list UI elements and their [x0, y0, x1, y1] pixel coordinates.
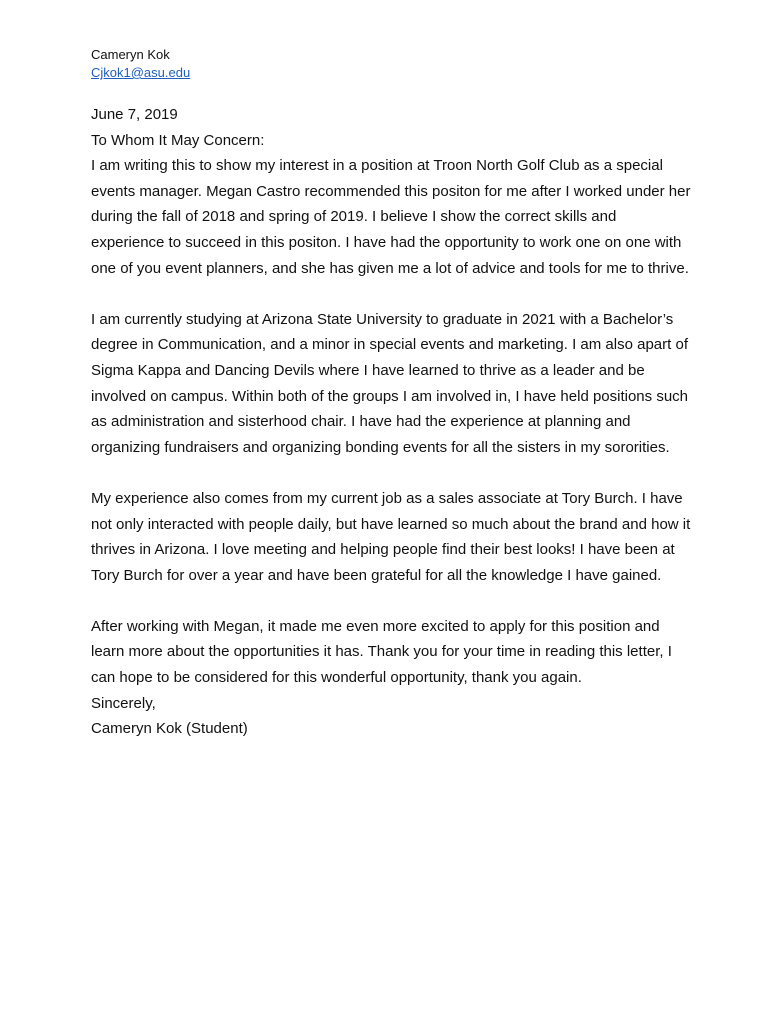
sender-email-link[interactable]: Cjkok1@asu.edu [91, 65, 191, 80]
letter-date: June 7, 2019 [91, 106, 178, 123]
salutation: To Whom It May Concern: [91, 131, 265, 149]
paragraph-spacer [91, 460, 691, 486]
body-paragraph-1: I am writing this to show my interest in a position at Troon North Golf Club as a special events manager. Megan Castro recommended this positon for me after I worked under her during the fall of 2018 and spring of 2019. I believe I show the correct skills and experience to succeed in this positon. I have had the opportunity to work one on one with one of you event planners, and she has given me a lot of advice and tools for me to thrive. [91, 157, 691, 277]
sender-name: Cameryn Kok [91, 47, 170, 62]
body-paragraph-2: I am currently studying at Arizona State University to graduate in 2021 with a Bachelor’s degree in Communication, and a minor in special events and marketing. I am also apart of Sigma Kappa and Dancing Devils where I have learned to thrive as a leader and be involved on campus. Within both of the groups I am involved in, I have held positions such as administration and sisterhood chair. I have had the experience at planning and organizing fundraisers and organizing bonding events for all the sisters in my sororities. [91, 310, 689, 456]
signature-name: Cameryn Kok (Student) [91, 720, 248, 738]
body-paragraph-4: After working with Megan, it made me even more excited to apply for this position and learn more about the opportunities it has. Thank you for your time in reading this letter, I can hope to be considered for this wonderful opportunity, thank you again. [91, 617, 672, 687]
closing: Sincerely, [91, 694, 156, 712]
paragraph-spacer [91, 588, 691, 614]
paragraph-spacer [91, 281, 691, 307]
letter-page [91, 46, 691, 742]
body-paragraph-3: My experience also comes from my current job as a sales associate at Tory Burch. I have not only interacted with people daily, but have learned so much about the brand and how it thrives in Arizona. I love meeting and helping people find their best looks! I have been at Tory Burch for over a year and have been grateful for all the knowledge I have gained. [91, 489, 691, 584]
